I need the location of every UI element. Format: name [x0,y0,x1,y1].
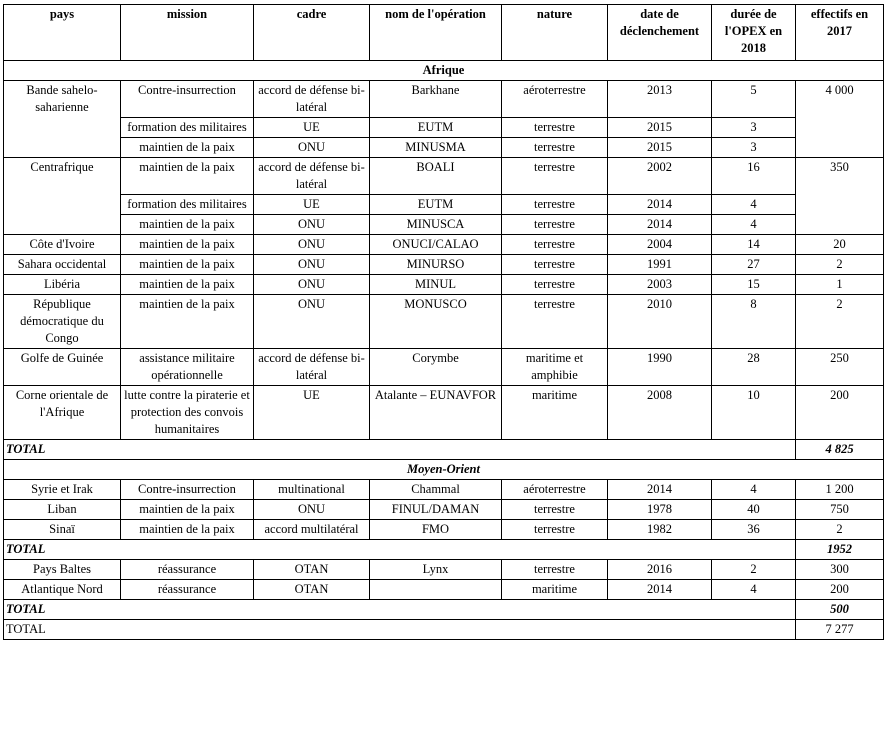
table-row [4,158,884,195]
cell-cadre: UE [254,386,370,440]
cell-duree: 4 [712,215,796,235]
cell-nature: terrestre [502,235,608,255]
total-row-europe [4,600,884,620]
cell-date: 2003 [608,275,712,295]
cell-duree: 15 [712,275,796,295]
cell-date: 1990 [608,349,712,386]
cell-mission: maintien de la paix [121,235,254,255]
cell-cadre: accord de défense bi-latéral [254,158,370,195]
cell-date: 1991 [608,255,712,275]
cell-mission: maintien de la paix [121,295,254,349]
cell-mission: Contre-insurrection [121,480,254,500]
cell-nature: maritime [502,580,608,600]
cell-cadre: ONU [254,215,370,235]
cell-duree: 10 [712,386,796,440]
cell-nature: terrestre [502,255,608,275]
cell-date: 2015 [608,118,712,138]
cell-nature: maritime et amphibie [502,349,608,386]
table-row [4,255,884,275]
cell-nature: terrestre [502,275,608,295]
total-value: 1952 [796,540,884,560]
header-operation: nom de l'opération [370,5,502,61]
cell-duree: 2 [712,560,796,580]
cell-cadre: OTAN [254,580,370,600]
cell-effectifs: 750 [796,500,884,520]
cell-duree: 16 [712,158,796,195]
table-row [4,235,884,255]
section-afrique: Afrique [4,61,884,81]
cell-nature: terrestre [502,500,608,520]
cell-duree: 27 [712,255,796,275]
cell-mission: assistance militaire opérationnelle [121,349,254,386]
cell-effectifs: 200 [796,580,884,600]
cell-nature: terrestre [502,138,608,158]
total-label: TOTAL [4,540,796,560]
cell-cadre: accord de défense bi-latéral [254,349,370,386]
cell-operation: Barkhane [370,81,502,118]
cell-nature: terrestre [502,520,608,540]
cell-date: 2016 [608,560,712,580]
opex-table [3,4,884,640]
cell-nature: terrestre [502,195,608,215]
cell-mission: maintien de la paix [121,520,254,540]
cell-pays: Corne orientale de l'Afrique [4,386,121,440]
cell-mission: Contre-insurrection [121,81,254,118]
cell-pays: Pays Baltes [4,560,121,580]
grand-total-row [4,620,884,640]
cell-operation: MONUSCO [370,295,502,349]
cell-effectifs: 2 [796,255,884,275]
cell-nature: terrestre [502,215,608,235]
cell-cadre: UE [254,118,370,138]
cell-operation: EUTM [370,195,502,215]
total-label: TOTAL [4,440,796,460]
total-label: TOTAL [4,600,796,620]
total-row-afrique [4,440,884,460]
cell-cadre: ONU [254,500,370,520]
cell-operation: Atalante – EUNAVFOR [370,386,502,440]
cell-operation: MINUSMA [370,138,502,158]
table-row [4,118,884,138]
cell-mission: maintien de la paix [121,215,254,235]
cell-date: 2014 [608,195,712,215]
cell-effectifs: 200 [796,386,884,440]
cell-duree: 28 [712,349,796,386]
cell-pays: Atlantique Nord [4,580,121,600]
cell-operation: ONUCI/CALAO [370,235,502,255]
cell-operation: MINUL [370,275,502,295]
cell-mission: maintien de la paix [121,158,254,195]
cell-nature: aéroterrestre [502,480,608,500]
cell-effectifs: 20 [796,235,884,255]
cell-duree: 4 [712,580,796,600]
table-row [4,349,884,386]
cell-date: 2014 [608,215,712,235]
cell-operation [370,580,502,600]
cell-mission: réassurance [121,560,254,580]
cell-nature: terrestre [502,118,608,138]
cell-cadre: ONU [254,255,370,275]
cell-pays: Liban [4,500,121,520]
cell-operation: Chammal [370,480,502,500]
cell-date: 2015 [608,138,712,158]
cell-date: 2013 [608,81,712,118]
cell-duree: 5 [712,81,796,118]
cell-date: 1982 [608,520,712,540]
cell-date: 2002 [608,158,712,195]
total-value: 500 [796,600,884,620]
cell-nature: maritime [502,386,608,440]
table-row [4,81,884,118]
table-row [4,138,884,158]
total-row-moyen-orient [4,540,884,560]
cell-mission: formation des militaires [121,195,254,215]
header-duree: durée de l'OPEX en 2018 [712,5,796,61]
table-row [4,295,884,349]
cell-operation: Corymbe [370,349,502,386]
cell-mission: réassurance [121,580,254,600]
cell-effectifs: 4 000 [796,81,884,158]
cell-effectifs: 1 [796,275,884,295]
cell-operation: MINURSO [370,255,502,275]
cell-duree: 40 [712,500,796,520]
cell-date: 2014 [608,480,712,500]
cell-effectifs: 2 [796,295,884,349]
cell-date: 1978 [608,500,712,520]
cell-pays: Golfe de Guinée [4,349,121,386]
cell-cadre: OTAN [254,560,370,580]
cell-duree: 14 [712,235,796,255]
cell-pays: Sinaï [4,520,121,540]
cell-nature: aéroterrestre [502,81,608,118]
cell-pays: Centrafrique [4,158,121,235]
cell-mission: maintien de la paix [121,500,254,520]
cell-pays: République démocratique du Congo [4,295,121,349]
header-cadre: cadre [254,5,370,61]
cell-cadre: accord de défense bi-latéral [254,81,370,118]
cell-date: 2010 [608,295,712,349]
header-pays: pays [4,5,121,61]
header-nature: nature [502,5,608,61]
cell-mission: lutte contre la piraterie et protection des convois humanitaires [121,386,254,440]
cell-mission: formation des militaires [121,118,254,138]
grand-total-label: TOTAL [4,620,796,640]
table-row [4,520,884,540]
cell-cadre: ONU [254,275,370,295]
cell-mission: maintien de la paix [121,255,254,275]
cell-mission: maintien de la paix [121,275,254,295]
cell-effectifs: 1 200 [796,480,884,500]
cell-effectifs: 350 [796,158,884,235]
cell-effectifs: 300 [796,560,884,580]
table-row [4,195,884,215]
cell-cadre: UE [254,195,370,215]
cell-cadre: accord multilatéral [254,520,370,540]
cell-date: 2004 [608,235,712,255]
table-row [4,580,884,600]
cell-pays: Sahara occidental [4,255,121,275]
cell-pays: Libéria [4,275,121,295]
cell-nature: terrestre [502,158,608,195]
cell-pays: Côte d'Ivoire [4,235,121,255]
cell-date: 2014 [608,580,712,600]
grand-total-value: 7 277 [796,620,884,640]
section-row [4,61,884,81]
table-row [4,215,884,235]
cell-duree: 8 [712,295,796,349]
cell-duree: 36 [712,520,796,540]
cell-cadre: ONU [254,235,370,255]
cell-effectifs: 2 [796,520,884,540]
cell-operation: MINUSCA [370,215,502,235]
cell-operation: FINUL/DAMAN [370,500,502,520]
cell-nature: terrestre [502,560,608,580]
table-row [4,386,884,440]
header-effectifs: effectifs en 2017 [796,5,884,61]
cell-duree: 3 [712,138,796,158]
cell-mission: maintien de la paix [121,138,254,158]
cell-operation: BOALI [370,158,502,195]
table-row [4,480,884,500]
cell-duree: 4 [712,480,796,500]
cell-cadre: multinational [254,480,370,500]
table-row [4,560,884,580]
cell-duree: 4 [712,195,796,215]
cell-duree: 3 [712,118,796,138]
cell-operation: EUTM [370,118,502,138]
cell-pays: Bande sahelo-saharienne [4,81,121,158]
cell-cadre: ONU [254,295,370,349]
section-moyen-orient: Moyen-Orient [4,460,884,480]
cell-cadre: ONU [254,138,370,158]
cell-date: 2008 [608,386,712,440]
cell-pays: Syrie et Irak [4,480,121,500]
table-row [4,500,884,520]
cell-nature: terrestre [502,295,608,349]
header-mission: mission [121,5,254,61]
table-row [4,275,884,295]
header-row [4,5,884,61]
cell-operation: Lynx [370,560,502,580]
total-value: 4 825 [796,440,884,460]
section-row [4,460,884,480]
header-date: date de déclenchement [608,5,712,61]
cell-operation: FMO [370,520,502,540]
cell-effectifs: 250 [796,349,884,386]
